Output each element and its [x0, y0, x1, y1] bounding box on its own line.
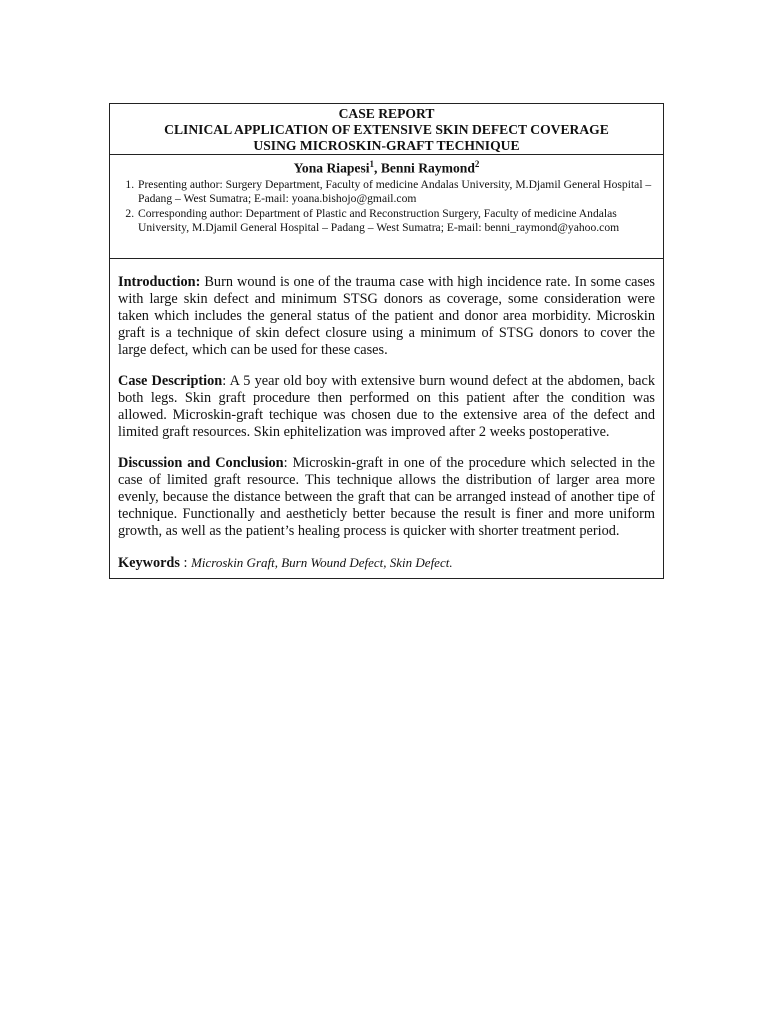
case-report-abstract-box — [109, 103, 664, 579]
introduction-paragraph — [118, 274, 655, 359]
author-separator: , — [374, 160, 381, 176]
keywords-label: Keywords — [118, 555, 180, 571]
discussion-paragraph — [118, 455, 655, 540]
author-1-sup: 1 — [369, 159, 375, 169]
author-2-sup: 2 — [474, 159, 480, 169]
affiliations-list — [110, 178, 663, 236]
affiliation-item: 1. Presenting author: Surgery Department, Faculty of medicine Andalas University, M.Djamil General Hospital – Padang – West Sumatra; E-mail: yoana.bishojo@gmail.com — [137, 178, 663, 207]
author-2: Benni Raymond — [380, 160, 475, 176]
case-description-label: Case Description — [118, 373, 223, 389]
keywords-separator: : — [179, 555, 192, 571]
discussion-text: : Microskin-graft in one of the procedure which selected in the case of limited graft resource. This technique allows the distribution of larger area more evenly, because the distance between the graft that can be arranged instead of another tipe of technique. Functionally and aestheticly better because the result is finer and more uniform growth, as well as the patient’s healing process is quicker with shorter treatment period. — [118, 455, 656, 539]
authors-line — [110, 154, 663, 177]
title-line-1: CLINICAL APPLICATION OF EXTENSIVE SKIN DEFECT COVERAGE — [164, 122, 609, 137]
report-type-label: CASE REPORT — [338, 106, 435, 121]
discussion-label: Discussion and Conclusion — [118, 455, 284, 471]
keywords-paragraph — [118, 554, 655, 572]
abstract-body — [110, 259, 663, 578]
affiliation-item: 2. Corresponding author: Department of Plastic and Reconstruction Surgery, Faculty of medicine Andalas University, M.Djamil General Hospital – Padang – West Sumatra; E-mail: benni_raymond@yahoo.com — [137, 207, 663, 236]
case-description-text: : A 5 year old boy with extensive burn wound defect at the abdomen, back both legs. Skin graft procedure then performed on this patient after the condition was allowed. Microskin-graft techique was chosen due to the extensive area of the defect and limited graft resources. Skin ephitelization was improved after 2 weeks postoperative. — [118, 373, 655, 440]
author-1: Yona Riapesi — [293, 160, 370, 176]
case-description-paragraph — [118, 373, 655, 441]
title-line-2: USING MICROSKIN-GRAFT TECHNIQUE — [253, 138, 520, 153]
abstract-header — [110, 104, 663, 259]
introduction-text: Burn wound is one of the trauma case with high incidence rate. In some cases with large skin defect and minimum STSG donors as coverage, some consideration were taken which includes the general status of the patient and donor area morbidity. Microskin graft is a technique of skin defect closure using a minimum of STSG donors to cover the large defect, which can be used for these cases. — [118, 274, 655, 358]
keywords-text: Microskin Graft, Burn Wound Defect, Skin Defect. — [191, 555, 453, 570]
introduction-label: Introduction: — [118, 274, 201, 290]
